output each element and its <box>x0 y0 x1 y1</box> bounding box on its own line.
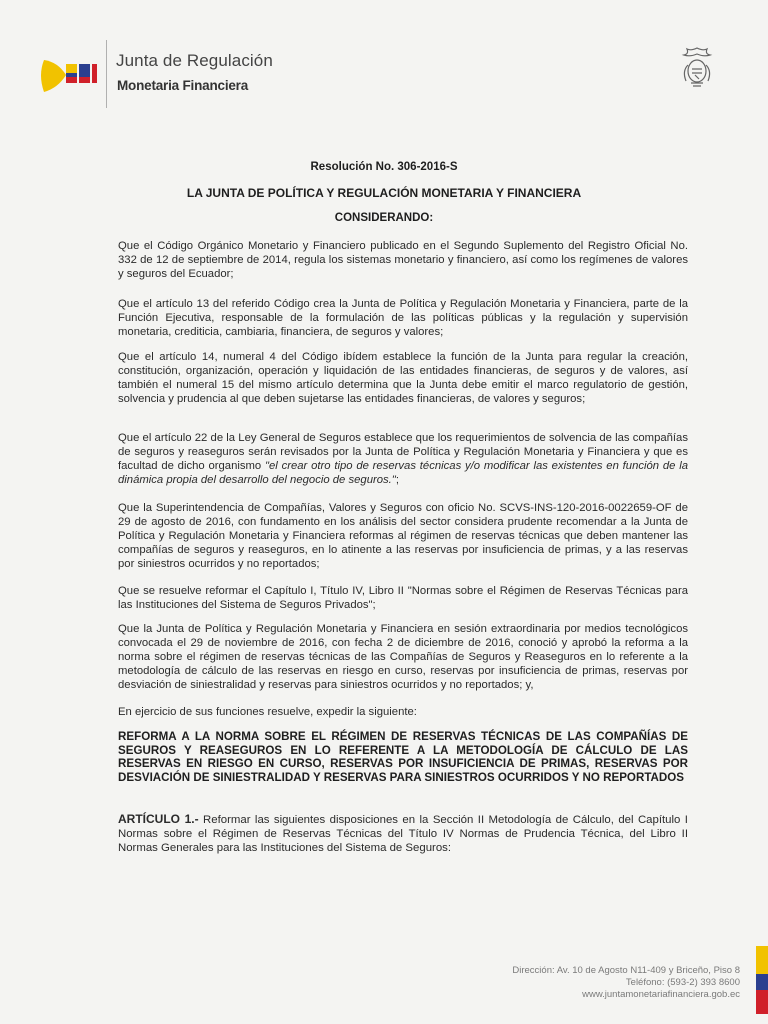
flag-stripe-blue <box>756 974 768 990</box>
resolution-number: Resolución No. 306-2016-S <box>310 161 458 173</box>
paragraph-1: Que el Código Orgánico Monetario y Financiero publicado en el Segundo Suplemento del Registro Oficial No. 332 de 12 de septiembre de 2014, regula los sistemas monetario y financiero, así como los regímenes de valores y seguros del Ecuador; <box>118 240 688 280</box>
norm-title: REFORMA A LA NORMA SOBRE EL RÉGIMEN DE RESERVAS TÉCNICAS DE LAS COMPAÑÍAS DE SEGUROS Y REASEGUROS EN LO REFERENTE A LA METODOLOGÍA DE CÁLCULO DE LAS RESERVAS EN RIESGO EN CURSO, RESERVAS POR INSUFICIENCIA DE PRIMAS, RESERVAS POR DESVIACIÓN DE SINIESTRALIDAD Y RESERVAS PARA SINIESTROS OCURRIDOS Y NO REPORTADOS <box>118 730 688 784</box>
paragraph-4-text: Que el artículo 22 de la Ley General de Seguros establece que los requerimientos de solvencia de las compañías de seguros y reaseguros serán revisados por la Junta de Política y Regulación Monetaria y Financiera y que es facultad de dicho organismo <box>118 432 688 472</box>
article-1 <box>118 812 688 855</box>
institution-logo-icon <box>36 42 102 108</box>
footer-phone: Teléfono: (593-2) 393 8600 <box>625 977 740 988</box>
paragraph-2: Que el artículo 13 del referido Código crea la Junta de Política y Regulación Monetaria y Financiera, parte de la Función Ejecutiva, responsable de la formulación de las políticas públicas y la regulación y supervisión monetaria, crediticia, cambiaria, financiera, de seguros y valores; <box>118 298 688 338</box>
article-text: Reformar las siguientes disposiciones en la Sección II Metodología de Cálculo, del Capítulo I Normas sobre el Régimen de Reservas Técnicas del Título IV Normas de Prudencia Técnica, del Libro II Normas Generales para las Instituciones del Sistema de Seguros: <box>118 814 688 854</box>
paragraph-4 <box>118 431 688 487</box>
paragraph-7: Que la Junta de Política y Regulación Monetaria y Financiera en sesión extraordinaria por medios tecnológicos convocada el 29 de noviembre de 2016, con fecha 2 de diciembre de 2016, conoció y aprobó la reforma a la norma sobre el régimen de reservas técnicas de las Compañías de Seguros y Reaseguros en lo referente a la metodología de cálculo de las reservas en riesgo en curso, reservas por insuficiencia de primas, reservas por desviación de siniestralidad y reservas para siniestros ocurridos y no reportados; y, <box>118 623 688 691</box>
paragraph-5: Que la Superintendencia de Compañías, Valores y Seguros con oficio No. SCVS-INS-120-2016-0022659-OF de 29 de agosto de 2016, con fundamento en los análisis del sector considera prudente recomendar a la Junta de Política y Regulación Monetaria y Financiera reformas al régimen de reservas técnicas que deben mantener las compañías de seguros y reaseguros, en lo atinente a las reservas por insuficiencia de primas, y a las reservas por siniestros ocurridos y no reportados; <box>118 502 688 570</box>
footer-contact <box>512 965 740 1001</box>
paragraph-6: Que se resuelve reformar el Capítulo I, Título IV, Libro II "Normas sobre el Régimen de Reservas Técnicas para las Instituciones del Sistema de Seguros Privados"; <box>118 585 688 611</box>
paragraph-4-end: ; <box>395 474 399 486</box>
document-heading: LA JUNTA DE POLÍTICA Y REGULACIÓN MONETARIA Y FINANCIERA <box>186 186 582 200</box>
flag-stripe-yellow <box>756 946 768 974</box>
considerando-heading: CONSIDERANDO: <box>334 212 434 224</box>
paragraph-3: Que el artículo 14, numeral 4 del Código ibídem establece la función de la Junta para regular la creación, constitución, organización, operación y liquidación de las entidades financieras, de seguros y de valores, así también el numeral 15 del mismo artículo determina que la Junta debe emitir el marco regulatorio de gestión, solvencia y prudencia al que deben sujetarse las entidades financieras, de valores y seguros; <box>118 351 688 405</box>
coat-of-arms-icon <box>677 45 717 91</box>
paragraph-8: En ejercicio de sus funciones resuelve, expedir la siguiente: <box>118 706 417 718</box>
flag-stripe-red <box>756 990 768 1014</box>
logo-divider <box>106 40 107 108</box>
brand-name-line2: Monetaria Financiera <box>117 78 249 93</box>
brand-name-line1: Junta de Regulación <box>116 51 273 70</box>
footer-website: www.juntamonetariafinanciera.gob.ec <box>582 989 740 1000</box>
footer-address: Dirección: Av. 10 de Agosto N11-409 y Briceño, Piso 8 <box>512 965 740 976</box>
paragraph-4-quote: "el crear otro tipo de reservas técnicas y/o modificar las existentes en función de la dinámica propia del desarrollo del negocio de seguros." <box>118 460 688 486</box>
article-label: ARTÍCULO 1.- <box>118 812 199 826</box>
